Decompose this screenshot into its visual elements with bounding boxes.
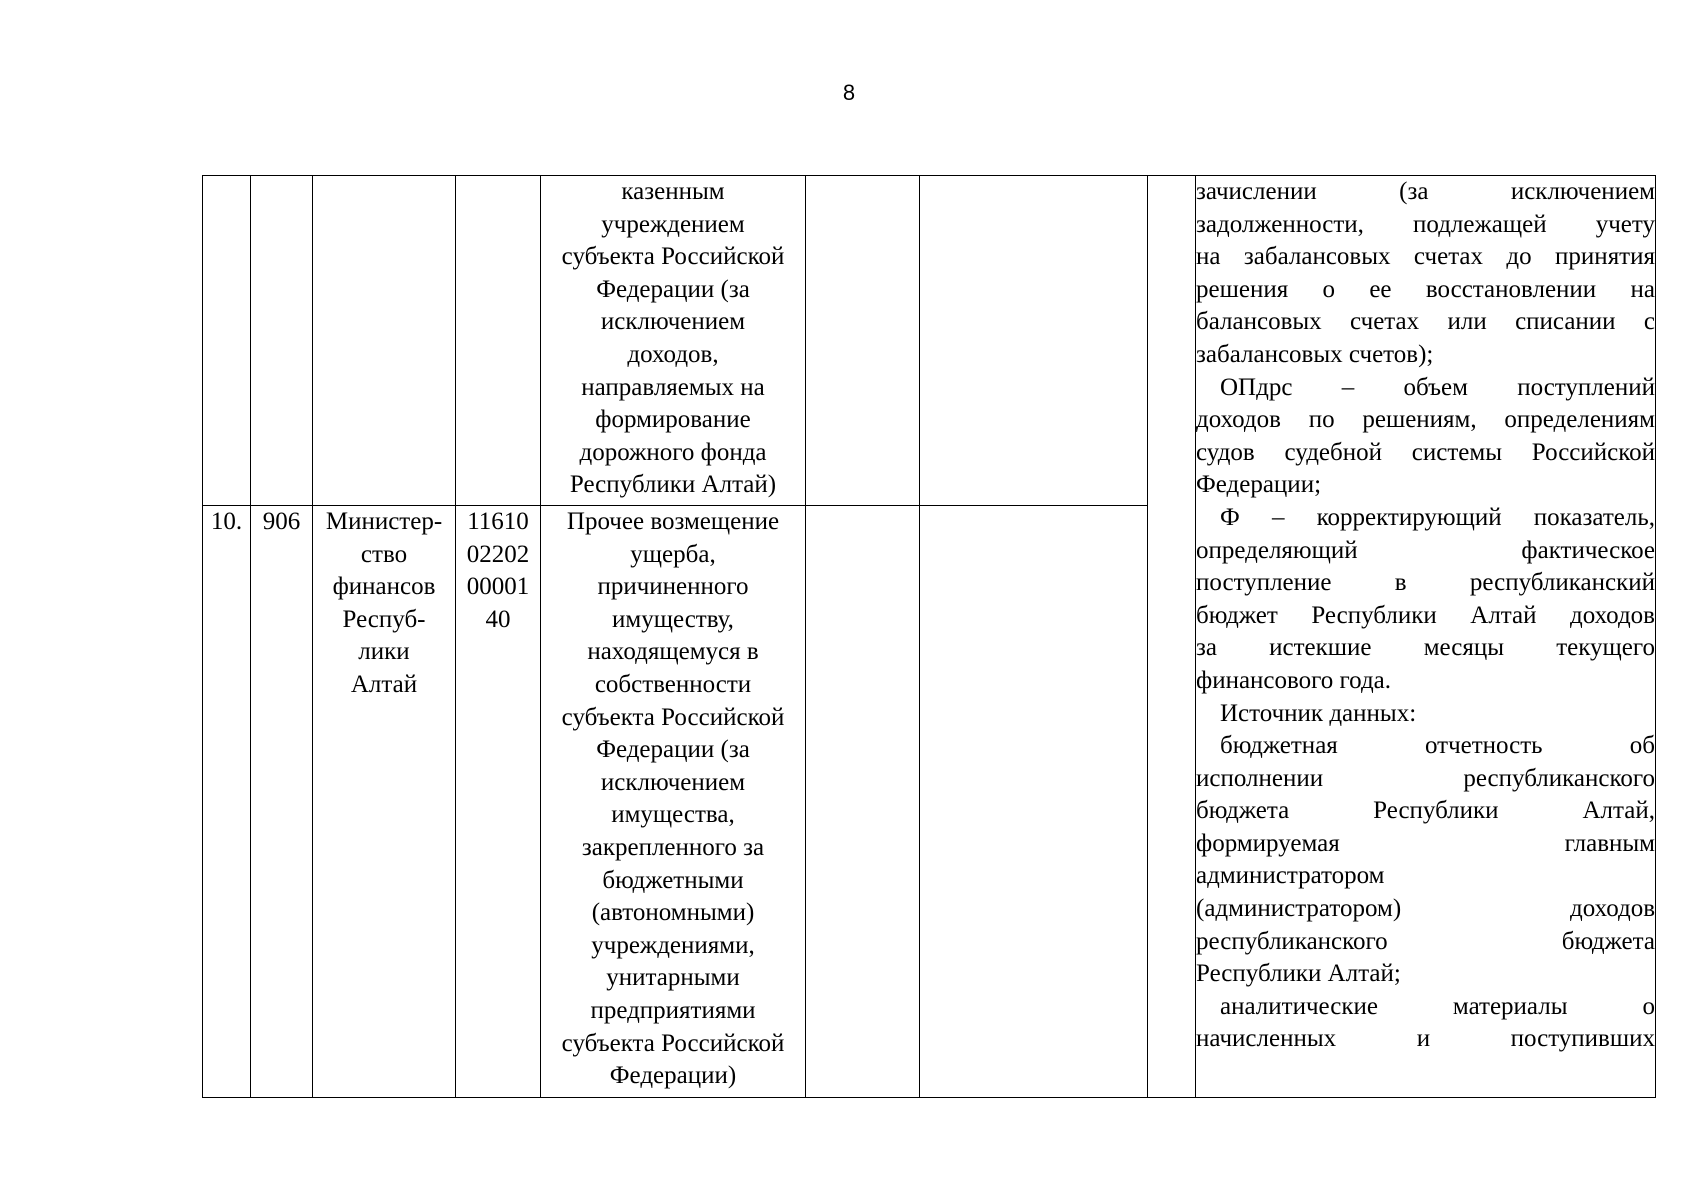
cell-index-empty [203, 176, 251, 506]
calculation-line: бюджета Республики Алтай, [1196, 797, 1655, 825]
description-line: формирование [595, 406, 751, 434]
cell-code-empty [251, 176, 313, 506]
calculation-line: зачислении (за исключением [1196, 178, 1655, 205]
description-line: находящемуся в [587, 638, 759, 666]
description-line: учреждениями, [591, 931, 755, 959]
description-line: субъекта Российской [561, 1029, 785, 1057]
description-line: дорожного фонда [579, 438, 767, 466]
cell-empty-col6 [806, 506, 920, 1098]
table-row-continuation [203, 176, 1656, 506]
cell-empty-col6 [806, 176, 920, 506]
description-line: Федерации) [609, 1062, 737, 1090]
calculation-line: аналитические материалы о [1220, 992, 1655, 1020]
calculation-line: Источник данных: [1220, 699, 1417, 727]
description-line: причиненного [597, 573, 749, 601]
admin-code: 906 [251, 506, 313, 1098]
administrator-line: ство [360, 540, 408, 568]
calculation-line: решения о ее восстановлении на [1196, 275, 1655, 303]
calculation-line: финансового года. [1196, 666, 1392, 694]
cell-empty-col7 [920, 506, 1148, 1098]
kbk-line: 11610 [467, 508, 529, 535]
description-line: собственности [594, 670, 752, 698]
description-line: бюджетными [602, 866, 744, 894]
cell-description [541, 176, 806, 506]
calculation-line: доходов по решениям, определениям [1196, 406, 1655, 434]
administrator-name [313, 506, 456, 1098]
description-line: исключением [600, 308, 746, 336]
calculation-line: забалансовых счетов); [1196, 340, 1434, 368]
kbk-code [456, 506, 541, 1098]
description-line: предприятиями [590, 996, 756, 1024]
cell-calculation-method [1196, 176, 1656, 1098]
description-line: направляемых на [581, 373, 765, 401]
description-line: имуществу, [612, 605, 734, 633]
description-line: доходов, [627, 340, 719, 368]
description-line: субъекта Российской [561, 243, 785, 271]
description-line: Федерации (за [596, 275, 750, 303]
cell-administrator-empty [313, 176, 456, 506]
calculation-line: поступление в республиканский [1196, 569, 1655, 597]
cell-kbk-empty [456, 176, 541, 506]
calculation-line: определяющий фактическое [1196, 536, 1655, 564]
cell-empty-col7 [920, 176, 1148, 506]
calculation-line: за истекшие месяцы текущего [1196, 634, 1655, 662]
calculation-line: администратором [1196, 862, 1385, 890]
revenue-table [202, 175, 1656, 1098]
calculation-line: судов судебной системы Российской [1196, 438, 1655, 466]
calculation-line: бюджет Республики Алтай доходов [1196, 601, 1655, 629]
kbk-line: 00001 [466, 573, 530, 601]
calculation-line: задолженности, подлежащей учету [1196, 210, 1655, 238]
description-line: (автономными) [591, 899, 755, 927]
description-line: субъекта Российской [561, 703, 785, 731]
description-line: Прочее возмещение [566, 508, 780, 535]
description-line: ущерба, [630, 540, 716, 568]
calculation-line: исполнении республиканского [1196, 764, 1655, 792]
administrator-line: Респуб- [342, 605, 426, 633]
calculation-line: формируемая главным [1196, 829, 1655, 857]
description-line: Федерации (за [596, 736, 750, 764]
description-line: исключением [600, 768, 746, 796]
description-line: закрепленного за [581, 833, 765, 861]
administrator-line: лики [358, 638, 410, 666]
row-index: 10. [203, 506, 251, 1098]
administrator-line: финансов [332, 573, 436, 601]
calculation-line: республиканского бюджета [1196, 927, 1655, 955]
description-line: Республики Алтай) [569, 471, 777, 499]
description-line: учреждением [601, 210, 745, 238]
calculation-line: Республики Алтай; [1196, 960, 1401, 988]
administrator-line: Министер- [325, 508, 443, 535]
description-line: казенным [621, 178, 725, 205]
calculation-line: на забалансовых счетах до принятия [1196, 243, 1655, 271]
calculation-line: (администратором) доходов [1196, 895, 1655, 923]
kbk-line: 02202 [466, 540, 530, 568]
calculation-line: ОПдрс – объем поступлений [1220, 373, 1655, 401]
calculation-line: Федерации; [1196, 471, 1322, 499]
calculation-line: Ф – корректирующий показатель, [1220, 503, 1655, 531]
cell-empty-col8 [1148, 176, 1196, 1098]
calculation-line: бюджетная отчетность об [1220, 732, 1655, 760]
description-line: унитарными [606, 964, 740, 992]
kbk-line: 40 [485, 605, 511, 633]
calculation-line: балансовых счетах или списании с [1196, 308, 1655, 336]
administrator-line: Алтай [350, 670, 418, 698]
calculation-line: начисленных и поступивших [1196, 1025, 1655, 1053]
page-number: 8 [842, 80, 856, 105]
description-line: имущества, [611, 801, 735, 829]
revenue-description [541, 506, 806, 1098]
